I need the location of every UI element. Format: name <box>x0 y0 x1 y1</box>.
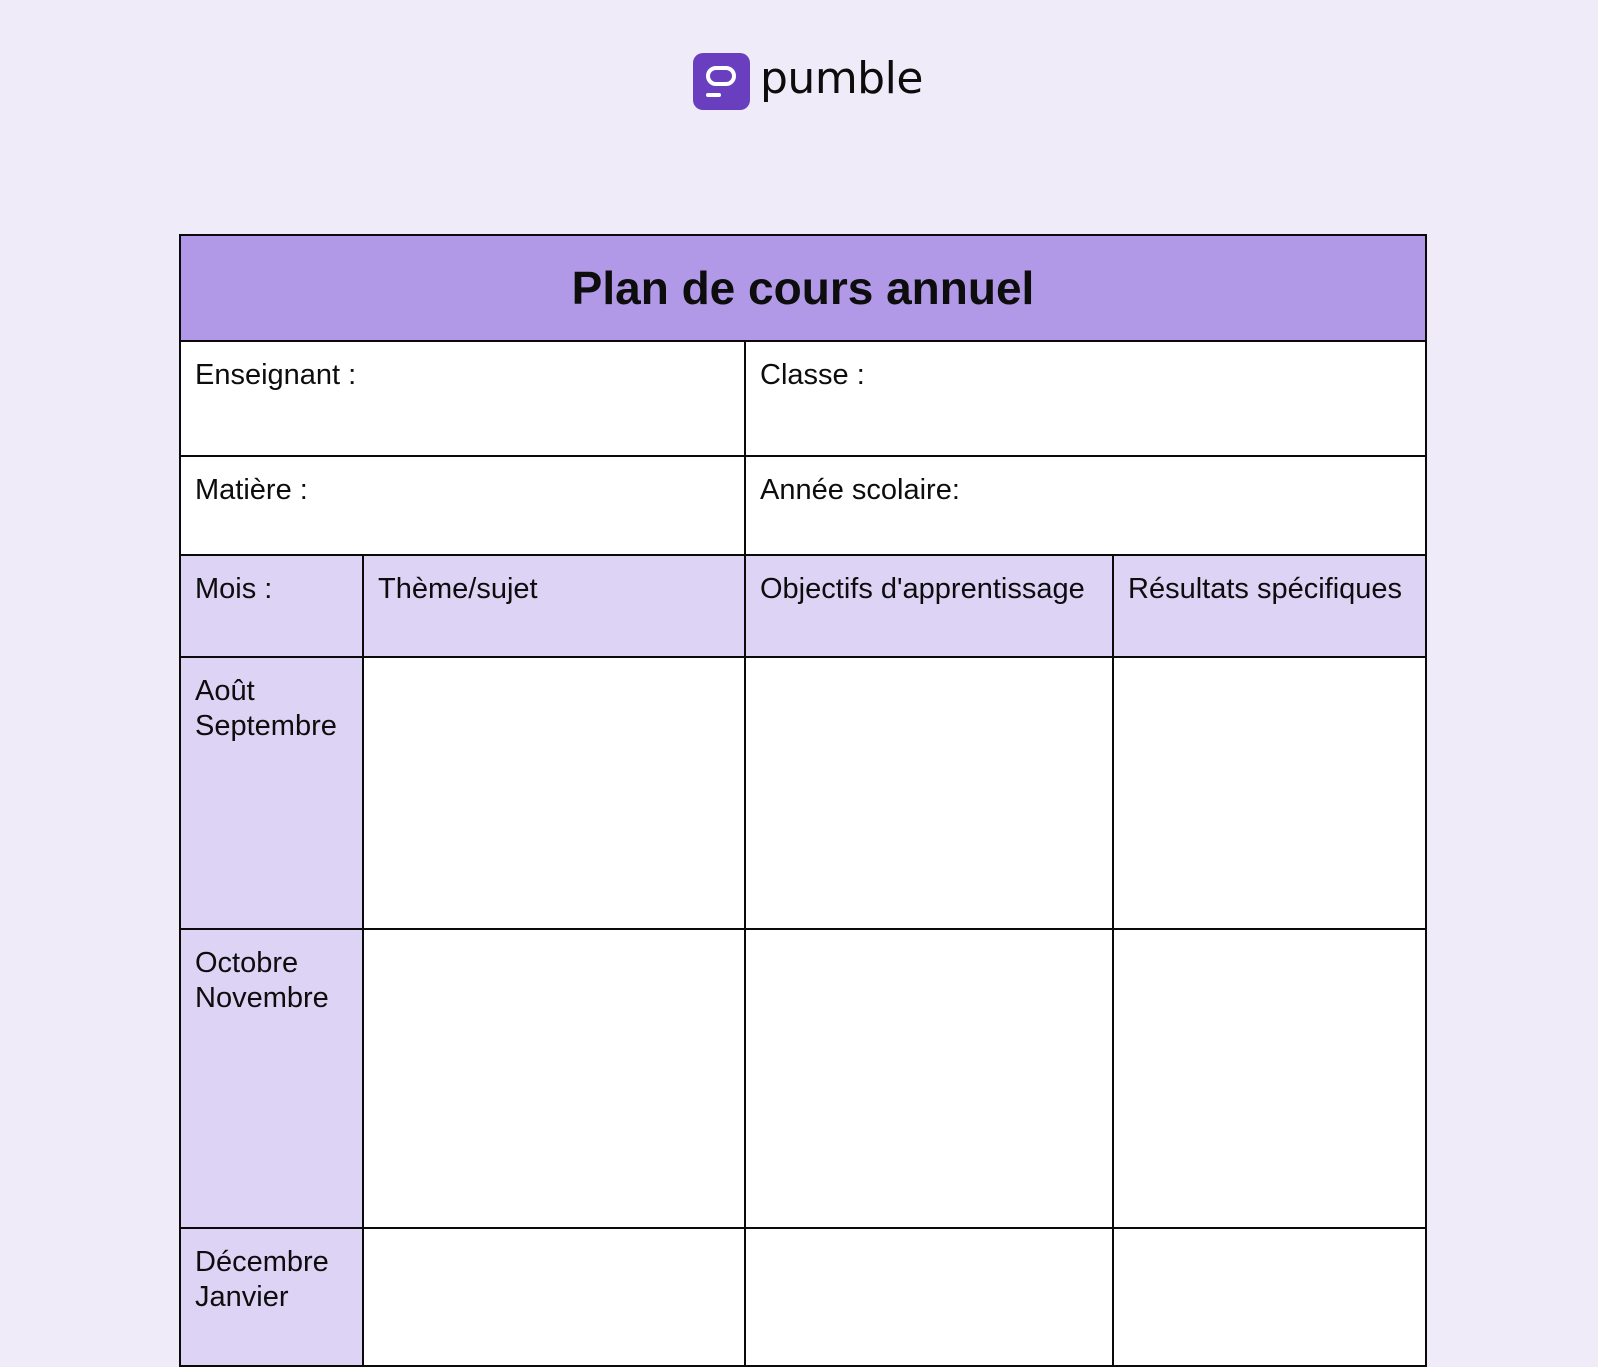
objectives-cell[interactable] <box>745 929 1113 1228</box>
table-row <box>180 1228 1426 1366</box>
document-title: Plan de cours annuel <box>180 235 1426 341</box>
month-cell: Octobre Novembre <box>180 929 363 1228</box>
theme-cell[interactable] <box>363 1228 745 1366</box>
month-cell: Décembre Janvier <box>180 1228 363 1366</box>
objectives-cell[interactable] <box>745 657 1113 929</box>
theme-cell[interactable] <box>363 929 745 1228</box>
results-cell[interactable] <box>1113 657 1426 929</box>
pumble-chat-bubble-icon <box>693 53 750 110</box>
theme-cell[interactable] <box>363 657 745 929</box>
column-header-results: Résultats spécifiques <box>1113 555 1426 657</box>
column-header-objectives: Objectifs d'apprentissage <box>745 555 1113 657</box>
subject-label: Matière : <box>195 474 308 506</box>
subject-field[interactable] <box>180 456 745 555</box>
school-year-field[interactable] <box>745 456 1426 555</box>
table-row <box>180 657 1426 929</box>
teacher-field[interactable] <box>180 341 745 456</box>
brand-name: pumble <box>760 52 923 104</box>
results-cell[interactable] <box>1113 1228 1426 1366</box>
pumble-logo <box>693 53 923 110</box>
column-header-month: Mois : <box>180 555 363 657</box>
results-cell[interactable] <box>1113 929 1426 1228</box>
column-header-theme: Thème/sujet <box>363 555 745 657</box>
month-cell: Août Septembre <box>180 657 363 929</box>
class-label: Classe : <box>760 359 865 391</box>
annual-lesson-plan-table <box>179 234 1427 1367</box>
table-row <box>180 929 1426 1228</box>
teacher-label: Enseignant : <box>195 359 357 391</box>
school-year-label: Année scolaire: <box>760 474 960 506</box>
class-field[interactable] <box>745 341 1426 456</box>
objectives-cell[interactable] <box>745 1228 1113 1366</box>
